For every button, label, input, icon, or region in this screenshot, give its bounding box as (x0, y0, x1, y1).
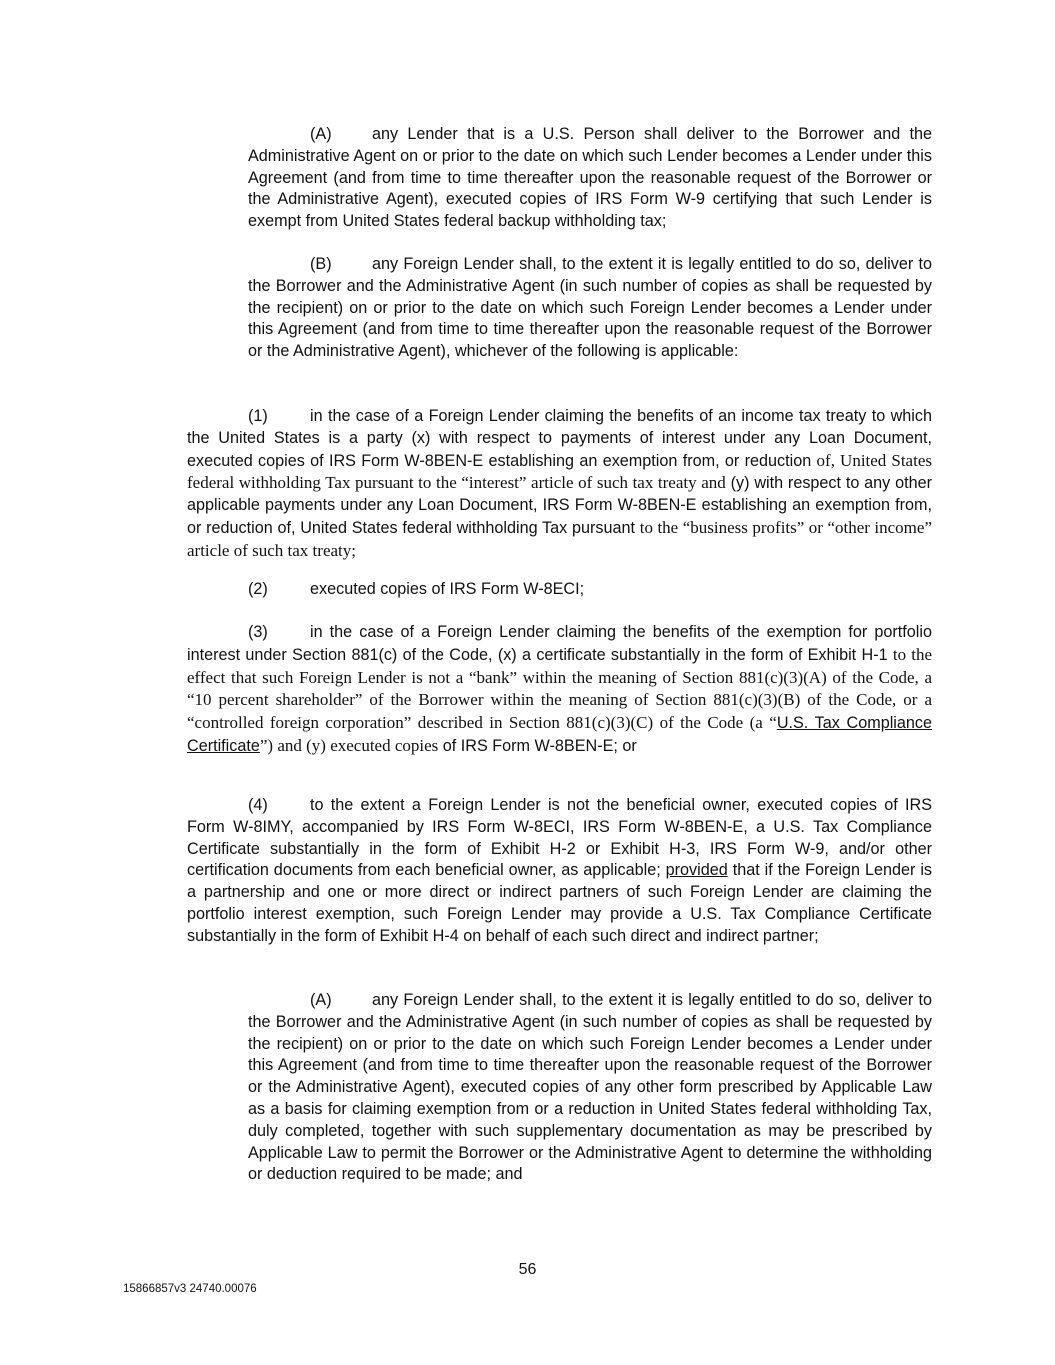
paragraph-text-serif: of, United States federal withholding Tax pursuant to the “interest” article of such tax treaty and (187, 450, 932, 493)
paragraph-1-treaty (187, 406, 932, 563)
paragraph-label: (A) (310, 125, 332, 143)
paragraph-a-other-form (248, 990, 932, 1186)
paragraph-3-portfolio-interest (187, 622, 932, 758)
paragraph-text: in the case of a Foreign Lender claiming the benefits of the exemption for portfolio interest under Section 881(c) of the Code, (x) a certificate substantially in the form of Exhibit H-1 (187, 623, 932, 664)
paragraph-text-serif-continued: ”) and (y) executed copies (259, 735, 439, 755)
paragraph-4-not-beneficial-owner (187, 795, 932, 948)
paragraph-text: any Foreign Lender shall, to the extent it is legally entitled to do so, deliver to the Borrower and the Administrative Agent (in such number of copies as shall be requested by the recipient) on or prior to the date on which such Foreign Lender becomes a Lender under this Agreement (and from time to time thereafter upon the reasonable request of the Borrower or the Administrative Agent), executed copies of any other form prescribed by Applicable Law as a basis for claiming exemption from or a reduction in United States federal withholding Tax, duly completed, together with such supplementary documentation as may be prescribed by Applicable Law to permit the Borrower or the Administrative Agent to determine the withholding or deduction required to be made; and (248, 991, 932, 1184)
paragraph-text: any Lender that is a U.S. Person shall deliver to the Borrower and the Administrative Agent on or prior to the date on which such Lender becomes a Lender under this Agreement (and from time to time thereafter upon the reasonable request of the Borrower or the Administrative Agent), executed copies of IRS Form W-9 certifying that such Lender is exempt from United States federal backup withholding tax; (248, 125, 932, 231)
paragraph-text-continued: that if the Foreign Lender is a partnership and one or more direct or indirect partners of such Foreign Lender are claiming the portfolio interest exemption, such Foreign Lender may provide a U.S. Tax Compliance Certificate substantially in the form of Exhibit H-4 on behalf of each such direct and indirect partner; (187, 861, 933, 945)
paragraph-text: any Foreign Lender shall, to the extent it is legally entitled to do so, deliver to the Borrower and the Administrative Agent (in such number of copies as shall be requested by the recipient) on or prior to the date on which such Foreign Lender becomes a Lender under this Agreement (and from time to time thereafter upon the reasonable request of the Borrower or the Administrative Agent), whichever of the following is applicable: (248, 255, 932, 361)
paragraph-text-serif-continued: to the “business profits” or “other income” article of such tax treaty; (187, 517, 932, 560)
paragraph-text: in the case of a Foreign Lender claiming the benefits of an income tax treaty to which the United States is a party (x) with respect to payments of interest under any Loan Document, executed copies of IRS Form W-8BEN-E establishing an exemption from, or reduction (187, 407, 932, 470)
paragraph-text-continued: (y) with respect to any other applicable payments under any Loan Document, IRS Form W-8BEN-E establishing an exemption from, or reduction of, United States federal withholding Tax pursuant (187, 474, 933, 537)
paragraph-text-continued: of IRS Form W-8BEN-E; or (442, 736, 637, 755)
paragraph-a-us-person (248, 124, 932, 233)
paragraph-b-foreign-lender (248, 254, 932, 363)
paragraph-label: (4) (248, 796, 268, 814)
paragraph-text-serif: to the effect that such Foreign Lender is not a “bank” within the meaning of Section 881(c)(3)(A) of the Code, a “10 percent shareholder” of the Borrower within the meaning of Section 881(c)(3)(B) of the Code, or a “controlled foreign corporation” described in Section 881(c)(3)(C) of the Code (a “ (187, 644, 932, 733)
defined-term: U.S. Tax Compliance Certificate (187, 714, 932, 755)
paragraph-label: (2) (248, 580, 268, 598)
page-number: 56 (518, 1261, 537, 1278)
paragraph-2-w8eci (187, 579, 932, 601)
paragraph-label: (1) (248, 407, 268, 425)
paragraph-text: to the extent a Foreign Lender is not the beneficial owner, executed copies of IRS Form W-8IMY, accompanied by IRS Form W-8ECI, IRS Form W-8BEN-E, a U.S. Tax Compliance Certificate substantially in the form of Exhibit H-2 or Exhibit H-3, IRS Form W-9, and/or other certification documents from each beneficial owner, as applicable; (187, 796, 932, 880)
paragraph-label: (B) (310, 255, 332, 273)
document-id: 15866857v3 24740.00076 (123, 1283, 257, 1295)
paragraph-label: (A) (310, 991, 332, 1009)
paragraph-text: executed copies of IRS Form W-8ECI; (310, 580, 585, 598)
provided-term: provided (665, 861, 728, 880)
paragraph-label: (3) (248, 623, 268, 641)
